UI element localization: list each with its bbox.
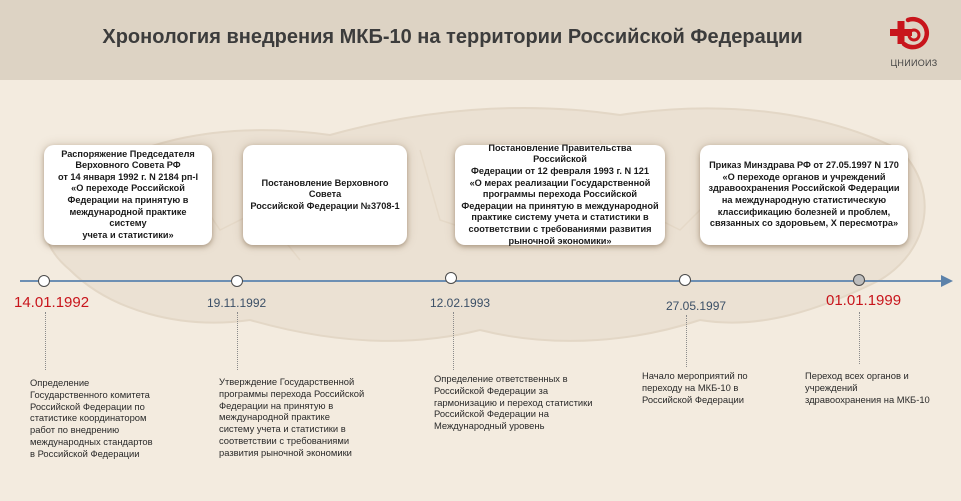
event-card-2 <box>243 145 407 245</box>
timeline-point-5 <box>853 274 865 286</box>
event-card-4-text: Приказ Минздрава РФ от 27.05.1997 N 170 «О переходе органов и учреждений здравоохранения Российской Федерации на международную статистическую классификацию болезней и проблем, связанных со здоровьем, X пересмотра» <box>708 160 900 229</box>
date-label-3: 12.02.1993 <box>430 296 491 310</box>
connector-line-1 <box>45 312 46 370</box>
date-label-1: 14.01.1992 <box>14 294 90 311</box>
connector-line-2 <box>237 312 238 370</box>
connector-line-5 <box>859 312 860 364</box>
date-label-5: 01.01.1999 <box>826 292 902 309</box>
timeline-arrow-icon <box>941 275 953 287</box>
event-card-3 <box>455 142 665 246</box>
event-card-2-text: Постановление Верховного Совета Российской Федерации №3708-1 <box>250 177 400 211</box>
cniioiz-logo-icon <box>884 14 944 58</box>
cniioiz-logo <box>884 14 944 72</box>
event-description-5: Переход всех органов и учреждений здравоохранения на МКБ-10 <box>805 370 930 405</box>
event-description-2: Утверждение Государственной программы перехода Российской Федерации на принятую в международной практике систему учета и статистики в соответствии с требованиями развития рыночной экономики <box>219 376 365 458</box>
date-label-2: 19.11.1992 <box>207 296 267 310</box>
connector-line-3 <box>453 312 454 370</box>
event-description-3: Определение ответственных в Российской Федерации за гармонизацию и переход статистики Российской Федерации на Международный уровень <box>434 373 593 432</box>
timeline-point-4 <box>679 274 691 286</box>
timeline-point-2 <box>231 275 243 287</box>
event-card-1-text: Распоряжение Председателя Верховного Совета РФ от 14 января 1992 г. N 2184 рп-I «О переходе Российской Федерации на принятую в международной практике систему учета и статистики» <box>57 148 199 240</box>
event-description-4: Начало мероприятий по переходу на МКБ-10 в Российской Федерации <box>642 370 748 405</box>
event-card-4 <box>700 145 908 245</box>
timeline-axis <box>20 280 945 282</box>
event-card-1 <box>44 145 212 245</box>
connector-line-4 <box>686 315 687 367</box>
timeline-point-1 <box>38 275 50 287</box>
event-card-3-text: Постановление Правительства Российской Федерации от 12 февраля 1993 г. N 121 «О мерах реализации Государственной программы перехода Российской Федерации на принятую в международной практике систему учета и статистики в соответствии с требованиями развития рыночной экономики» <box>461 142 659 246</box>
timeline-point-3 <box>445 272 457 284</box>
page-title: Хронология внедрения МКБ-10 на территории Российской Федерации <box>102 26 803 48</box>
date-label-4: 27.05.1997 <box>666 299 727 313</box>
logo-text: ЦНИИОИЗ <box>890 58 938 68</box>
event-description-1: Определение Государственного комитета Российской Федерации по статистике координатором работ по внедрению международных стандартов в Российской Федерации <box>30 377 153 459</box>
